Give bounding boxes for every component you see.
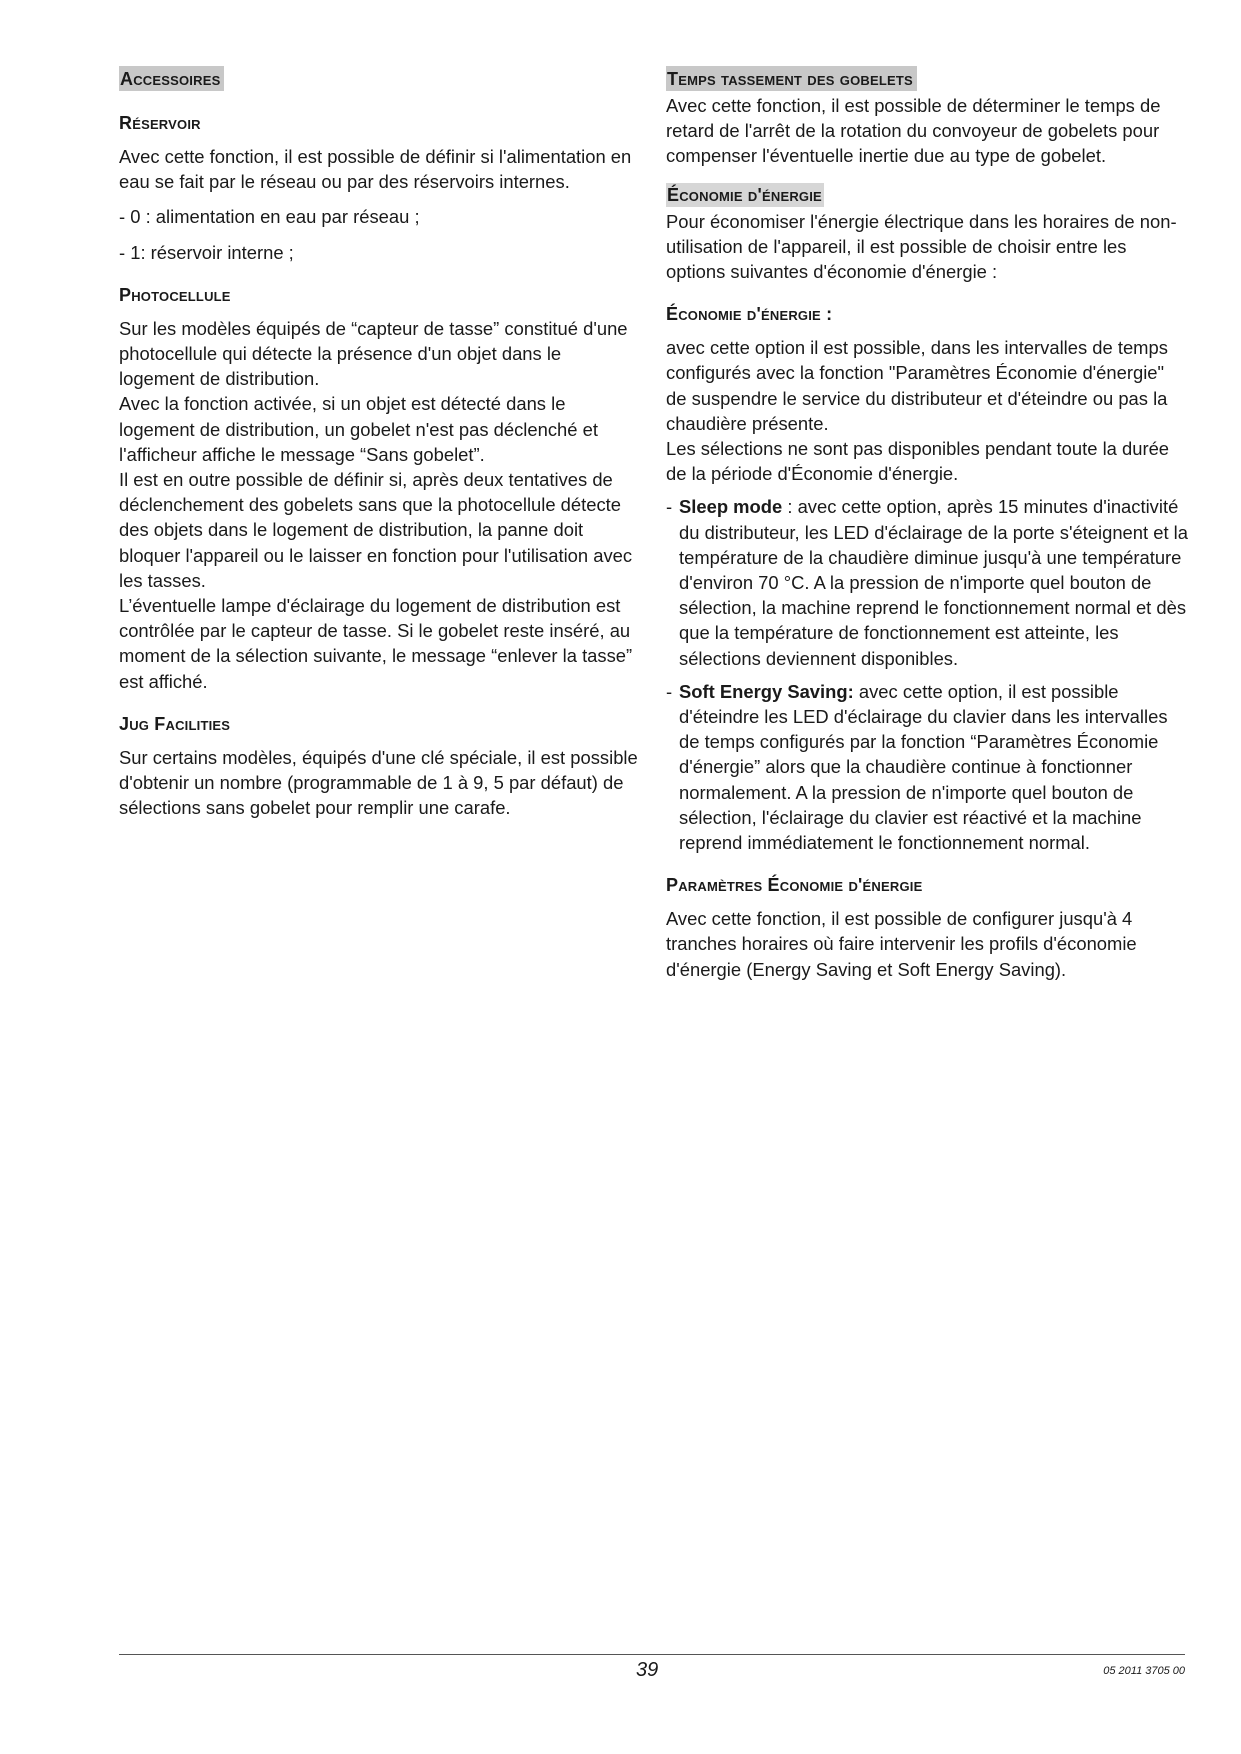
jug-facilities-paragraph: Sur certains modèles, équipés d'une clé spéciale, il est possible d'obtenir un nombre (programmable de 1 à 9, 5 par défaut) de sélections sans gobelet pour remplir une carafe. bbox=[119, 746, 638, 819]
soft-energy-label: Soft Energy Saving: bbox=[679, 680, 854, 702]
parametres-economie-paragraph: Avec cette fonction, il est possible de configurer jusqu'à 4 tranches horaires où faire intervenir les profils d'économie d'énergie (Energy Saving et Soft Energy Saving). bbox=[666, 908, 1137, 980]
photocellule-paragraph-2: Avec la fonction activée, si un objet est détecté dans le logement de distribution, un gobelet n'est pas déclenché et l'afficheur affiche le message “Sans gobelet”. bbox=[119, 393, 598, 465]
reservoir-paragraph: Avec cette fonction, il est possible de définir si l'alimentation en eau se fait par le réseau ou par des réservoirs internes. bbox=[119, 146, 632, 193]
soft-energy-text bbox=[679, 679, 1188, 855]
list-item-sleep-mode bbox=[666, 494, 1188, 670]
footer-divider bbox=[119, 1654, 1185, 1655]
heading-parametres-economie: Paramètres Économie d'énergie bbox=[666, 875, 923, 896]
heading-photocellule: Photocellule bbox=[119, 284, 231, 305]
reservoir-option-0: - 0 : alimentation en eau par réseau ; bbox=[119, 206, 420, 228]
photocellule-paragraph-1: Sur les modèles équipés de “capteur de tasse” constitué d'une photocellule qui détecte la présence d'un objet dans le logement de distribution. bbox=[119, 317, 628, 390]
document-code: 05 2011 3705 00 bbox=[1103, 1665, 1185, 1677]
list-dash: - bbox=[666, 680, 673, 702]
soft-energy-description: avec cette option, il est possible d'éteindre les LED d'éclairage du clavier dans les intervalles de temps configurés par la fonction “Paramètres Économie d'énergie” alors que la chaudière continue à fonctionner normalement. A la pression de n'importe quel bouton de sélection, l'éclairage du clavier est réactivé et la machine reprend immédiatement le fonctionnement normal. bbox=[679, 680, 1168, 854]
right-column bbox=[666, 66, 1188, 982]
heading-reservoir: Réservoir bbox=[119, 113, 201, 133]
sleep-mode-text bbox=[679, 494, 1188, 670]
page-number: 39 bbox=[636, 1659, 659, 1681]
sleep-mode-description: : avec cette option, après 15 minutes d'inactivité du distributeur, les LED d'éclairage de la porte s'éteignent et la température de la chaudière diminue jusqu'à une température d'environ 70 °C. A la pression de n'importe quel bouton de sélection, la machine reprend le fonctionnement normal et dès que la température de fonctionnement est atteinte, les sélections deviennent disponibles. bbox=[679, 496, 1188, 669]
heading-economie-energie-option: Économie d'énergie : bbox=[666, 304, 833, 325]
list-dash: - bbox=[666, 496, 673, 518]
photocellule-paragraph-3: Il est en outre possible de définir si, après deux tentatives de déclenchement des gobelets sans que la photocellule détecte des objets dans le logement de distribution, la panne doit bloquer l'appareil ou le laisser en fonction pour l'utilisation avec les tasses. bbox=[119, 469, 633, 591]
photocellule-paragraph-4: L’éventuelle lampe d'éclairage du logement de distribution est contrôlée par le capteur de tasse. Si le gobelet reste inséré, au moment de la sélection suivante, le message “enlever la tasse” est affiché. bbox=[119, 595, 633, 692]
sleep-mode-label: Sleep mode bbox=[679, 496, 783, 518]
reservoir-option-1: - 1: réservoir interne ; bbox=[119, 241, 294, 263]
section-title-temps-tassement: Temps tassement des gobelets bbox=[666, 66, 917, 91]
economie-option-paragraph-2: Les sélections ne sont pas disponibles pendant toute la durée de la période d'Économie d'énergie. bbox=[666, 438, 1170, 485]
list-item-soft-energy-saving bbox=[666, 679, 1188, 855]
left-column bbox=[119, 66, 641, 820]
heading-economie-energie: Économie d'énergie bbox=[667, 184, 822, 205]
heading-jug-facilities: Jug Facilities bbox=[119, 713, 231, 734]
temps-tassement-paragraph: Avec cette fonction, il est possible de déterminer le temps de retard de l'arrêt de la rotation du convoyeur de gobelets pour compenser l'éventuelle inertie due au type de gobelet. bbox=[666, 95, 1161, 167]
economie-option-paragraph-1: avec cette option il est possible, dans les intervalles de temps configurés avec la fonction "Paramètres Économie d'énergie" de suspendre le service du distributeur et d'éteindre ou pas la chaudière présente. bbox=[666, 337, 1168, 434]
section-title-accessoires: Accessoires bbox=[119, 66, 224, 91]
economie-energie-paragraph: Pour économiser l'énergie électrique dans les horaires de non-utilisation de l'appareil, il est possible de choisir entre les options suivantes d'économie d'énergie : bbox=[666, 210, 1177, 283]
